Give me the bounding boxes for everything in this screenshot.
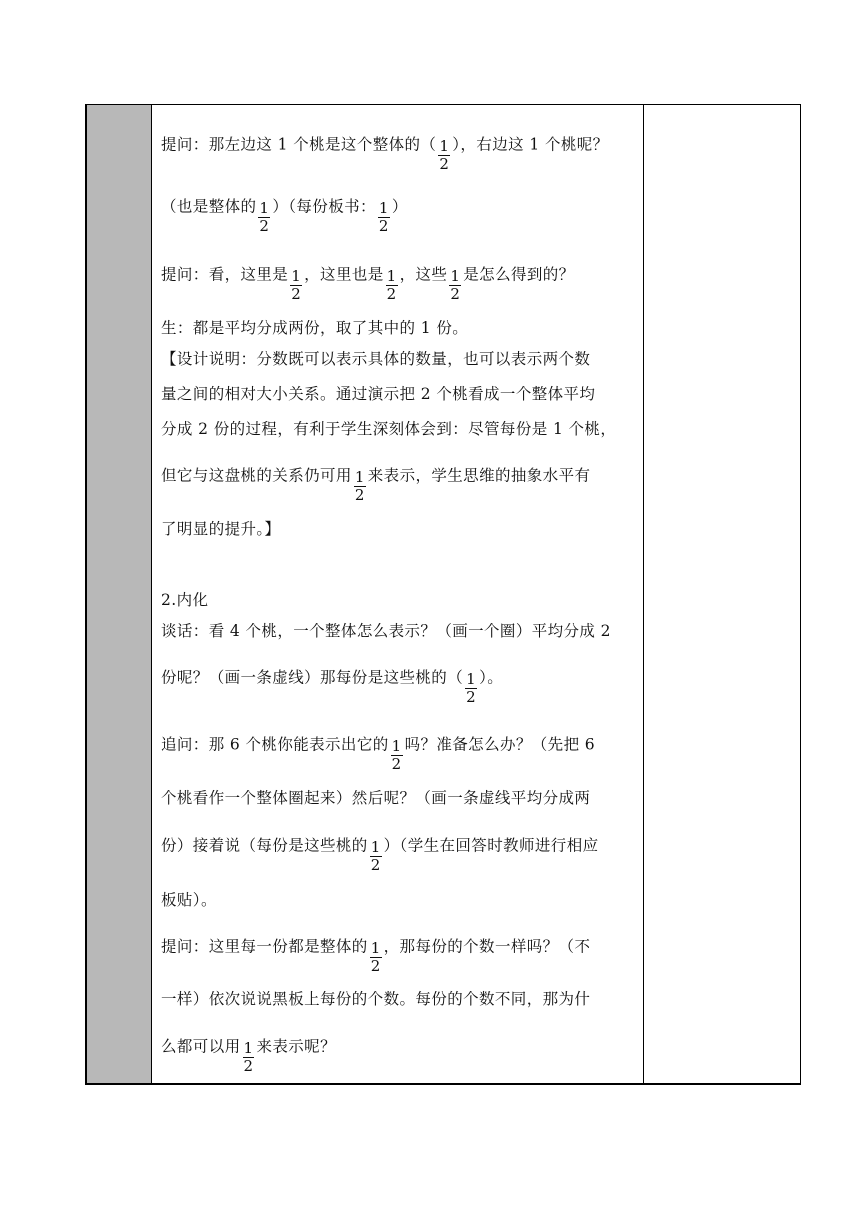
design-note-line: 【设计说明：分数既可以表示具体的数量，也可以表示两个数 xyxy=(161,350,591,368)
student-answer: 生：都是平均分成两份，取了其中的 1 份。 xyxy=(161,319,469,337)
answer-half: （也是整体的 $\frac{1}{2}$ ）（每份板书： $\frac{1}{2}$ ） xyxy=(161,197,408,235)
fraction-half: $\frac{1}{2}$ xyxy=(466,670,477,706)
question-how-obtained: 提问：看，这里是 $\frac{1}{2}$ ，这里也是 $\frac{1}{2}$ ，这些 $\frac{1}{2}$ 是怎么得到的？ xyxy=(161,265,575,303)
question-left-peach: 提问：那左边这 1 个桃是这个整体的（ $\frac{1}{2}$ ），右边这 1 个桃呢？ xyxy=(161,135,609,173)
follow-up-line: 追问：那 6 个桃你能表示出它的 $\frac{1}{2}$ 吗？准备怎么办？（先把 6 xyxy=(161,735,596,773)
design-note-line: 但它与这盘桃的关系仍可用 $\frac{1}{2}$ 来表示，学生思维的抽象水平有 xyxy=(161,466,591,504)
question-line: 一样）依次说说黑板上每份的个数。每份的个数不同，那为什 xyxy=(161,990,591,1008)
follow-up-line: 份）接着说（每份是这些桃的 $\frac{1}{2}$ ）（学生在回答时教师进行相应 xyxy=(161,836,599,874)
fraction-half: $\frac{1}{2}$ xyxy=(370,838,381,874)
question-line: 提问：这里每一份都是整体的 $\frac{1}{2}$ ，那每份的个数一样吗？（不 xyxy=(161,937,591,975)
follow-up-line: 板贴）。 xyxy=(161,891,217,909)
design-note-line: 分成 2 份的过程，有利于学生深刻体会到：尽管每份是 1 个桃， xyxy=(161,420,617,438)
fraction-half: $\frac{1}{2}$ xyxy=(354,468,365,504)
fraction-half: $\frac{1}{2}$ xyxy=(370,939,381,975)
fraction-half: $\frac{1}{2}$ xyxy=(378,199,389,235)
talk-line: 份呢？（画一条虚线）那每份是这些桃的（ $\frac{1}{2}$ ）。 xyxy=(161,668,504,706)
right-column-divider xyxy=(643,105,644,1083)
fraction-half: $\frac{1}{2}$ xyxy=(439,137,450,173)
fraction-half: $\frac{1}{2}$ xyxy=(391,737,402,773)
question-line: 么都可以用 $\frac{1}{2}$ 来表示呢？ xyxy=(161,1037,336,1075)
left-shaded-column xyxy=(87,105,152,1083)
talk-line: 谈话：看 4 个桃，一个整体怎么表示？（画一个圈）平均分成 2 xyxy=(161,622,611,640)
follow-up-line: 个桃看作一个整体圈起来）然后呢？（画一条虚线平均分成两 xyxy=(161,789,591,807)
design-note-line: 了明显的提升。】 xyxy=(161,520,281,538)
section-heading: 2.内化 xyxy=(161,591,209,609)
fraction-half: $\frac{1}{2}$ xyxy=(450,267,461,303)
design-note-line: 量之间的相对大小关系。通过演示把 2 个桃看成一个整体平均 xyxy=(161,385,596,403)
fraction-half: $\frac{1}{2}$ xyxy=(291,267,302,303)
fraction-half: $\frac{1}{2}$ xyxy=(259,199,270,235)
fraction-half: $\frac{1}{2}$ xyxy=(386,267,397,303)
fraction-half: $\frac{1}{2}$ xyxy=(243,1039,254,1075)
